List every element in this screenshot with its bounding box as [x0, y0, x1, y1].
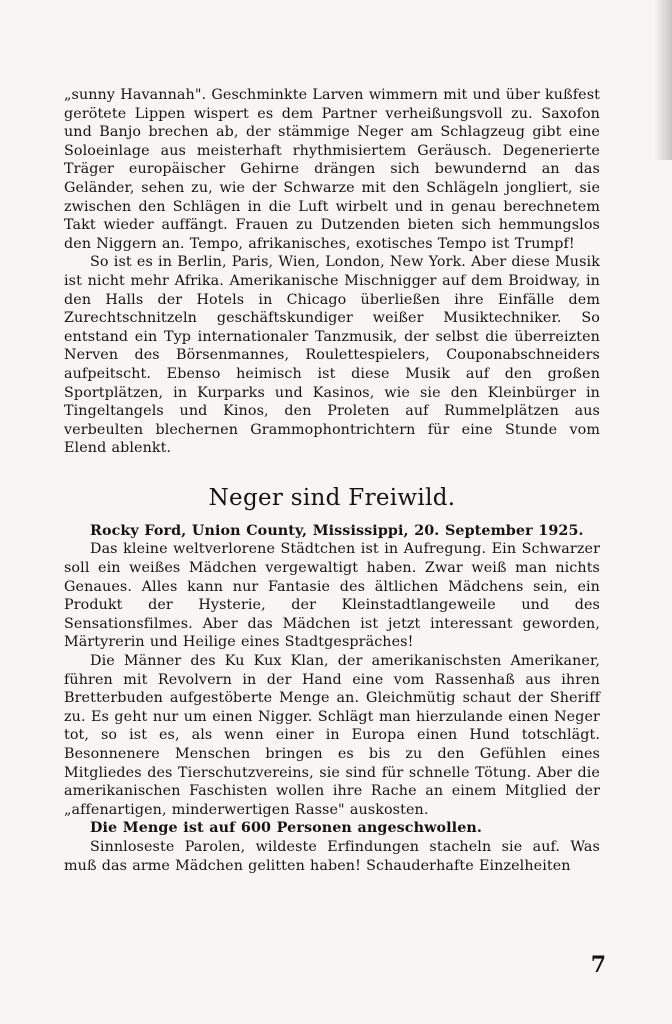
paragraph-jazz-music: So ist es in Berlin, Paris, Wien, London, New York. Aber diese Musik ist nicht mehr Afrika. Amerikanische Mischnigger auf dem Broidway, in den Halls der Hotels in Chicago überließen ihre Einfälle dem Zurechtschnitzeln geschäftskundiger weißer Musiktechniker. So entstand ein Typ internationaler Tanzmusik, der selbst die überreizten Nerven des Börsenmannes, Roulettespielers, Couponabschneiders aufpeitscht. Ebenso heimisch ist diese Musik auf den großen Sportplätzen, in Kurparks und Kasinos, wie sie den Kleinbürger in Tingeltangels und Kinos, den Proleten auf Rummelplätzen aus verbeulten blechernen Grammophontrichtern für eine Stunde vom Elend ablenkt. [64, 254, 600, 457]
section-heading: Neger sind Freiwild. [208, 484, 456, 511]
paragraph-nightclub: „sunny Havannah". Geschminkte Larven wimmern mit und über kußfest gerötete Lippen wispert es dem Partner verheißungsvoll zu. Saxofon und Banjo brechen ab, der stämmige Neger am Schlagzeug gibt eine Soloeinlage aus meisterhaft rhythmisiertem Geräusch. Degenerierte Träger europäischer Gehirne drängen sich bewundernd an das Geländer, sehen zu, wie der Schwarze mit den Schlägeln jongliert, sie zwischen den Schlägen in die Luft wirbelt und in genau berechnetem Takt wieder auffängt. Frauen zu Dutzenden bieten sich hemmungslos den Niggern an. Tempo, afrikanisches, exotisches Tempo ist Trumpf! [64, 87, 600, 252]
page-edge-shadow [654, 0, 672, 160]
page-number: 7 [590, 952, 606, 978]
book-page [64, 86, 600, 875]
paragraph-ku-klux-klan: Die Männer des Ku Kux Klan, der amerikanischsten Amerikaner, führen mit Revolvern in der Hand eine vom Rassenhaß aus ihren Bretterbuden aufgestöberte Menge an. Gleichmütig schaut der Sheriff zu. Es geht nur um einen Nigger. Schlägt man hierzulande einen Neger tot, so ist es, als wenn einer in Europa einen Hund totschlägt. Besonnenere Menschen bringen es bis zu den Gefühlen eines Mitgliedes des Tierschutzvereins, sie sind für schnelle Tötung. Aber die amerikanischen Faschisten wollen ihre Rache an einem Mitglied der „affenartigen, minderwertigen Rasse" auskosten. [64, 653, 600, 818]
dateline: Rocky Ford, Union County, Mississippi, 20. September 1925. [90, 522, 584, 539]
paragraph-slogans: Sinnloseste Parolen, wildeste Erfindungen stacheln sie auf. Was muß das arme Mädchen gelitten haben! Schauderhafte Einzelheiten [64, 838, 600, 874]
paragraph-town-excitement: Das kleine weltverlorene Städtchen ist in Aufregung. Ein Schwarzer soll ein weißes Mädchen vergewaltigt haben. Zwar weiß man nichts Genaues. Alles kann nur Fantasie des ältlichen Mädchens sein, ein Produkt der Hysterie, der Kleinstadtlangeweile und des Sensationsfilmes. Aber das Mädchen ist jetzt interessant geworden, Märtyrerin und Heilige eines Stadtgespräches! [64, 541, 600, 651]
paragraph-crowd-size: Die Menge ist auf 600 Personen angeschwollen. [90, 820, 482, 837]
